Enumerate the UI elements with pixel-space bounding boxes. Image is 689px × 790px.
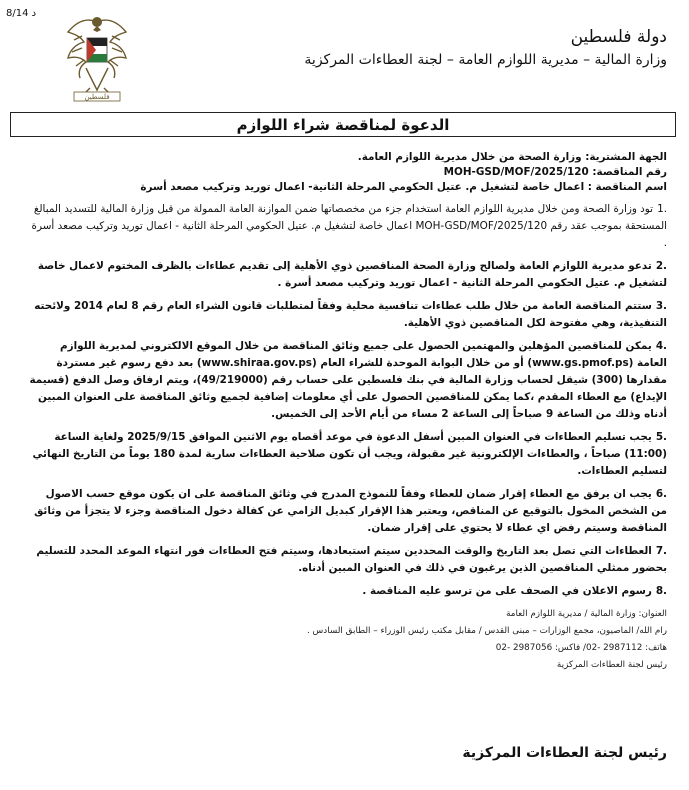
notice-body xyxy=(27,150,667,674)
country-name: دولة فلسطين xyxy=(570,27,667,47)
paragraph-5: .5يجب تسليم العطاءات في العنوان المبين أسفل الدعوة في موعد أقصاه يوم الاثنين الموافق 2025/9/15 ولغاية الساعة (11:00) صباحاً ، والعطاءات الإلكترونية غير مقبولة، ويجب أن تكون صلاحية العطاءات سارية لمدة 180 يوماً من التاريخ النهائي لتسليم العطاءات. xyxy=(32,431,667,477)
signature-line: رئيس لجنة العطاءات المركزية xyxy=(462,745,667,761)
paragraph-3: .3ستتم المناقصة العامة من خلال طلب عطاءات تنافسية محلية وفقاً لمتطلبات قانون الشراء العام رقم 8 لعام 2014 ولائحته التنفيذية، وهي مفتوحة لكل المناقصين ذوي الأهلية. xyxy=(34,300,667,329)
paragraph-4: .4يمكن للمناقصين المؤهلين والمهتمين الحصول على جميع وثائق المناقصة من خلال الموقع الالكتروني لمديرية اللوازم العامة (www.gs.pmof.ps) أو من خلال البوابة الموحدة للشراء العام (www.shiraa.gov.ps) بعد دفع رسوم غير مستردة مقدارها (300) شيقل لحساب وزارة المالية في بنك فلسطين على حساب رقم (49/219000)، ويتم ارفاق وصل الدفع (قسيمة الإيداع) مع العطاء المقدم ،كما يمكن للمناقصين الحصول على أي معلومات إضافية لجميع وثائق المناقصة على العنوان المبين أدناه وذلك من الساعة 9 صباحاً إلى الساعة 2 مساء من أيام الأحد إلى الخميس. xyxy=(29,340,667,420)
paragraph-1: .1تود وزارة الصحة ومن خلال مديرية اللوازم العامة استخدام جزء من مخصصاتها ضمن الموازنة العامة الممولة من قبل وزارة المالية للتسديد المبالغ المستحقة بموجب عقد رقم MOH-GSD/MOF/2025/120 اعمال خاصة لتشغيل م. عتيل الحكومي المرحلة الثانية - اعمال توريد وتركيب مصعد أسرة . xyxy=(31,203,667,249)
notice-title: الدعوة لمناقصة شراء اللوازم xyxy=(10,112,676,137)
document-header xyxy=(247,26,667,70)
tender-name: اسم المناقصة : اعمال خاصة لتشغيل م. عتيل الحكومي المرحلة الثانية- اعمال توريد وتركيب مصعد أسرة xyxy=(140,181,667,193)
address-line: رئيس لجنة العطاءات المركزية xyxy=(556,660,667,670)
tender-number: رقم المناقصة: MOH-GSD/MOF/2025/120 xyxy=(443,166,667,178)
paragraph-8: .8رسوم الاعلان في الصحف على من ترسو عليه المناقصة . xyxy=(362,585,667,597)
svg-text:فلسطين: فلسطين xyxy=(84,93,110,101)
ministry-line: وزارة المالية – مديرية اللوازم العامة – لجنة العطاءات المركزية xyxy=(304,52,667,68)
address-line: رام الله/ الماصيون، مجمع الوزارات – مبنى القدس / مقابل مكتب رئيس الوزراء – الطابق السادس . xyxy=(306,626,667,636)
page-number: 8/14 د xyxy=(6,8,37,19)
palestine-emblem-logo xyxy=(60,8,134,106)
procuring-entity: الجهة المشترية: وزارة الصحة من خلال مديرية اللوازم العامة. xyxy=(357,151,667,163)
paragraph-7: .7العطاءات التي تصل بعد التاريخ والوقت المحددين سيتم استبعادها، وسيتم فتح العطاءات فور انتهاء الموعد المحدد للتسليم بحضور ممثلي المناقصين الذين يرغبون في ذلك في العنوان المبين أدناه. xyxy=(36,545,667,574)
address-line: العنوان: وزارة المالية / مديرية اللوازم العامة xyxy=(506,609,667,619)
paragraph-2: .2تدعو مديرية اللوازم العامة ولصالح وزارة الصحة المناقصين ذوي الأهلية إلى تقديم عطاءات بالظرف المختوم لاعمال خاصة لتشغيل م. عتيل الحكومي المرحلة الثانية - اعمال توريد وتركيب مصعد أسرة . xyxy=(37,260,667,289)
paragraph-6: .6يجب ان يرفق مع العطاء إقرار ضمان للعطاء وفقاً للنموذج المدرج في وثائق المناقصة على ان يكون موقع حسب الاصول من الشخص المخول بالتوقيع عن المناقص، ويعتبر هذا الإقرار كبديل الزامي عن كفالة دخول المناقصة وجزء لا يتجزأ من وثائق المناقصة وسيتم رفض اي عطاء لا يحتوي على إقرار ضمان. xyxy=(34,488,667,534)
contact-line: هاتف: 2987112 -02/ فاكس: 2987056 -02 xyxy=(495,643,667,653)
address-block xyxy=(27,606,667,674)
